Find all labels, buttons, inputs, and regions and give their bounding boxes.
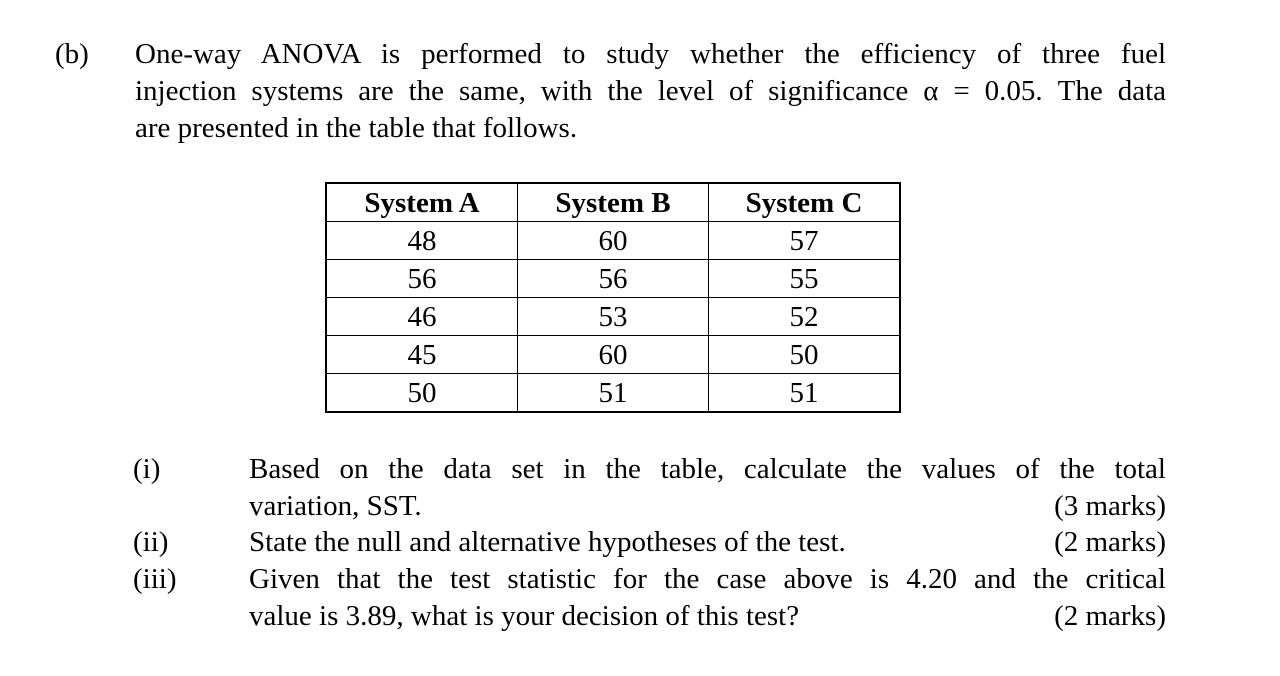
- table-cell: 50: [326, 374, 518, 413]
- question-line: Based on the data set in the table, calculate the values of the total: [249, 453, 1166, 485]
- intro-paragraph: [135, 36, 1166, 147]
- question-line-with-marks: [249, 598, 1166, 635]
- question-number: (iii): [133, 563, 177, 595]
- table-cell: 45: [326, 336, 518, 374]
- table-cell: 46: [326, 298, 518, 336]
- marks-label: (3 marks): [1054, 490, 1166, 522]
- header-system-b: System B: [518, 183, 709, 222]
- question-line: value is 3.89, what is your decision of this test?: [249, 600, 800, 632]
- table-cell: 56: [326, 260, 518, 298]
- table-cell: 52: [709, 298, 901, 336]
- marks-label: (2 marks): [1054, 526, 1166, 558]
- table-row: [326, 336, 900, 374]
- header-system-c: System C: [709, 183, 901, 222]
- table-row: [326, 222, 900, 260]
- table-row: [326, 298, 900, 336]
- question-line: variation, SST.: [249, 490, 422, 522]
- table-cell: 53: [518, 298, 709, 336]
- question-text: [249, 524, 1166, 561]
- question-line: State the null and alternative hypotheses of the test.: [249, 526, 846, 558]
- table-cell: 48: [326, 222, 518, 260]
- marks-label: (2 marks): [1054, 600, 1166, 632]
- table-cell: 60: [518, 222, 709, 260]
- question-line-with-marks: [249, 488, 1166, 525]
- table-cell: 57: [709, 222, 901, 260]
- question-text: [249, 561, 1166, 635]
- table-cell: 51: [709, 374, 901, 413]
- table-cell: 51: [518, 374, 709, 413]
- table-row: [326, 260, 900, 298]
- question-number: (i): [133, 453, 161, 485]
- header-system-a: System A: [326, 183, 518, 222]
- data-table: [325, 182, 901, 413]
- intro-line-1: One-way ANOVA is performed to study whether the efficiency of three fuel: [135, 38, 1166, 70]
- table-cell: 55: [709, 260, 901, 298]
- intro-line-3: are presented in the table that follows.: [135, 112, 578, 144]
- question-line-with-marks: [249, 524, 1166, 561]
- table-row: [326, 374, 900, 413]
- table-header-row: [326, 183, 900, 222]
- table-cell: 50: [709, 336, 901, 374]
- intro-line-2: injection systems are the same, with the level of significance α = 0.05. The data: [135, 75, 1166, 107]
- table-cell: 56: [518, 260, 709, 298]
- question-text: [249, 451, 1166, 525]
- question-number: (ii): [133, 526, 169, 558]
- question-line: Given that the test statistic for the case above is 4.20 and the critical: [249, 563, 1166, 595]
- table-cell: 60: [518, 336, 709, 374]
- part-label: (b): [55, 38, 89, 70]
